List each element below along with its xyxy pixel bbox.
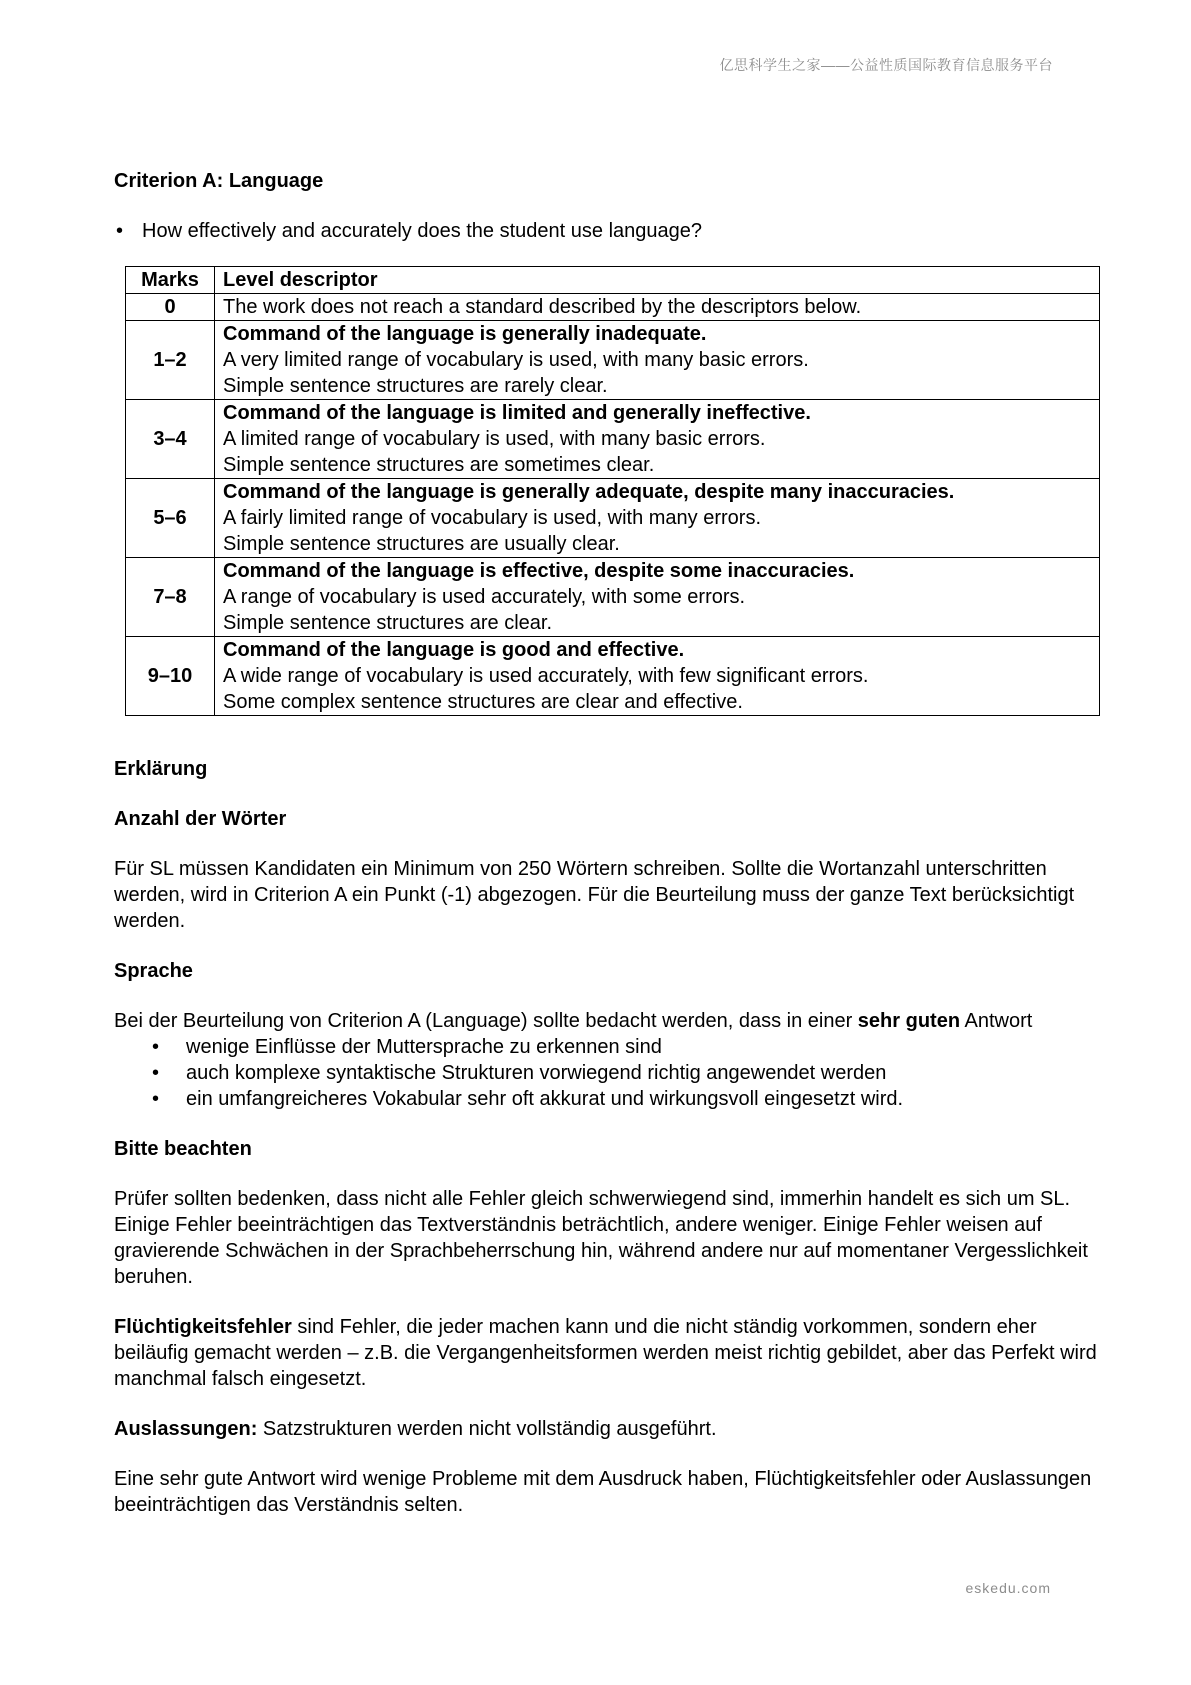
table-row bbox=[126, 479, 1100, 558]
bullet-icon: • bbox=[152, 1062, 160, 1084]
marks-cell: 9–10 bbox=[126, 637, 215, 716]
language-intro-start: Bei der Beurteilung von Criterion A (Language) sollte bedacht werden, dass in einer bbox=[114, 1010, 858, 1032]
language-heading: Sprache bbox=[114, 960, 193, 982]
descriptor-line: The work does not reach a standard described by the descriptors below. bbox=[223, 296, 862, 318]
list-item bbox=[114, 1086, 1099, 1112]
conclusion-text: Eine sehr gute Antwort wird wenige Probleme mit dem Ausdruck haben, Flüchtigkeitsfehler oder Auslassungen beeinträchtigen das Verständnis selten. bbox=[114, 1468, 1092, 1516]
marks-cell: 3–4 bbox=[126, 400, 215, 479]
table-row bbox=[126, 294, 1100, 321]
list-item-text: ein umfangreicheres Vokabular sehr oft akkurat und wirkungsvoll eingesetzt wird. bbox=[186, 1088, 904, 1110]
list-item-text: auch komplexe syntaktische Strukturen vorwiegend richtig angewendet werden bbox=[186, 1062, 887, 1084]
descriptor-line: Simple sentence structures are rarely clear. bbox=[223, 375, 608, 397]
criterion-question-text: How effectively and accurately does the student use language? bbox=[142, 220, 702, 242]
criterion-title: Criterion A: Language bbox=[114, 170, 324, 192]
descriptor-line: A fairly limited range of vocabulary is used, with many errors. bbox=[223, 507, 761, 529]
omissions-term: Auslassungen: bbox=[114, 1418, 258, 1440]
table-row bbox=[126, 321, 1100, 400]
language-intro-bold: sehr guten bbox=[857, 1010, 961, 1032]
descriptor-cell bbox=[215, 321, 1100, 400]
descriptor-line: Some complex sentence structures are clear and effective. bbox=[223, 691, 743, 713]
word-count-text: Für SL müssen Kandidaten ein Minimum von 250 Wörtern schreiben. Sollte die Wortanzahl unterschritten werden, wird in Criterion A ein Punkt (-1) abgezogen. Für die Beurteilung muss der ganze Text berücksichtigt werden. bbox=[114, 858, 1075, 932]
criterion-question bbox=[114, 218, 1099, 244]
table-row bbox=[126, 400, 1100, 479]
note-text: Prüfer sollten bedenken, dass nicht alle Fehler gleich schwerwiegend sind, immerhin handelt es sich um SL. Einige Fehler beeinträchtigen das Textverständnis beträchtlich, andere weniger. Einige Fehler weisen auf gravierende Schwächen in der Sprachbeherrschung hin, während andere nur auf momentaner Vergesslichkeit beruhen. bbox=[114, 1188, 1088, 1288]
descriptor-cell bbox=[215, 637, 1100, 716]
descriptor-title: Command of the language is limited and generally ineffective. bbox=[223, 402, 811, 424]
descriptor-cell bbox=[215, 479, 1100, 558]
bullet-icon: • bbox=[116, 220, 124, 242]
language-intro bbox=[114, 1008, 1099, 1034]
language-intro-end: Antwort bbox=[960, 1010, 1033, 1032]
explanation-heading: Erklärung bbox=[114, 758, 208, 780]
bullet-icon: • bbox=[152, 1036, 160, 1058]
list-item bbox=[114, 1060, 1099, 1086]
word-count-heading: Anzahl der Wörter bbox=[114, 808, 287, 830]
page-header: 亿思科学生之家——公益性质国际教育信息服务平台 bbox=[719, 57, 1053, 73]
marks-table bbox=[125, 266, 1100, 716]
descriptor-cell bbox=[215, 558, 1100, 637]
descriptor-cell bbox=[215, 294, 1100, 321]
descriptor-line: A very limited range of vocabulary is used, with many basic errors. bbox=[223, 349, 809, 371]
careless-errors-text: sind Fehler, die jeder machen kann und die nicht ständig vorkommen, sondern eher beiläufig gemacht werden – z.B. die Vergangenheitsformen werden meist richtig gebildet, aber das Perfekt wird manchmal falsch eingesetzt. bbox=[114, 1316, 1097, 1390]
bullet-icon: • bbox=[152, 1088, 160, 1110]
descriptor-title: Command of the language is generally inadequate. bbox=[223, 323, 707, 345]
marks-cell: 5–6 bbox=[126, 479, 215, 558]
descriptor-title: Command of the language is good and effective. bbox=[223, 639, 685, 661]
list-item-text: wenige Einflüsse der Muttersprache zu erkennen sind bbox=[186, 1036, 662, 1058]
column-header-descriptor: Level descriptor bbox=[215, 267, 1100, 294]
document-body bbox=[114, 168, 1099, 1518]
omissions-paragraph bbox=[114, 1416, 1099, 1442]
page-footer: eskedu.com bbox=[965, 1580, 1051, 1596]
marks-cell: 1–2 bbox=[126, 321, 215, 400]
descriptor-line: Simple sentence structures are usually clear. bbox=[223, 533, 620, 555]
column-header-marks: Marks bbox=[126, 267, 215, 294]
table-row bbox=[126, 558, 1100, 637]
descriptor-line: A range of vocabulary is used accurately, with some errors. bbox=[223, 586, 746, 608]
omissions-text: Satzstrukturen werden nicht vollständig ausgeführt. bbox=[257, 1418, 717, 1440]
table-header-row bbox=[126, 267, 1100, 294]
descriptor-line: A wide range of vocabulary is used accurately, with few significant errors. bbox=[223, 665, 869, 687]
descriptor-title: Command of the language is generally adequate, despite many inaccuracies. bbox=[223, 481, 955, 503]
list-item bbox=[114, 1034, 1099, 1060]
note-heading: Bitte beachten bbox=[114, 1138, 252, 1160]
careless-errors-paragraph bbox=[114, 1314, 1099, 1392]
descriptor-cell bbox=[215, 400, 1100, 479]
careless-errors-term: Flüchtigkeitsfehler bbox=[114, 1316, 292, 1338]
table-row bbox=[126, 637, 1100, 716]
marks-cell: 0 bbox=[126, 294, 215, 321]
marks-cell: 7–8 bbox=[126, 558, 215, 637]
language-bullet-list bbox=[114, 1034, 1099, 1112]
descriptor-line: A limited range of vocabulary is used, with many basic errors. bbox=[223, 428, 766, 450]
descriptor-title: Command of the language is effective, despite some inaccuracies. bbox=[223, 560, 855, 582]
descriptor-line: Simple sentence structures are clear. bbox=[223, 612, 553, 634]
descriptor-line: Simple sentence structures are sometimes clear. bbox=[223, 454, 655, 476]
